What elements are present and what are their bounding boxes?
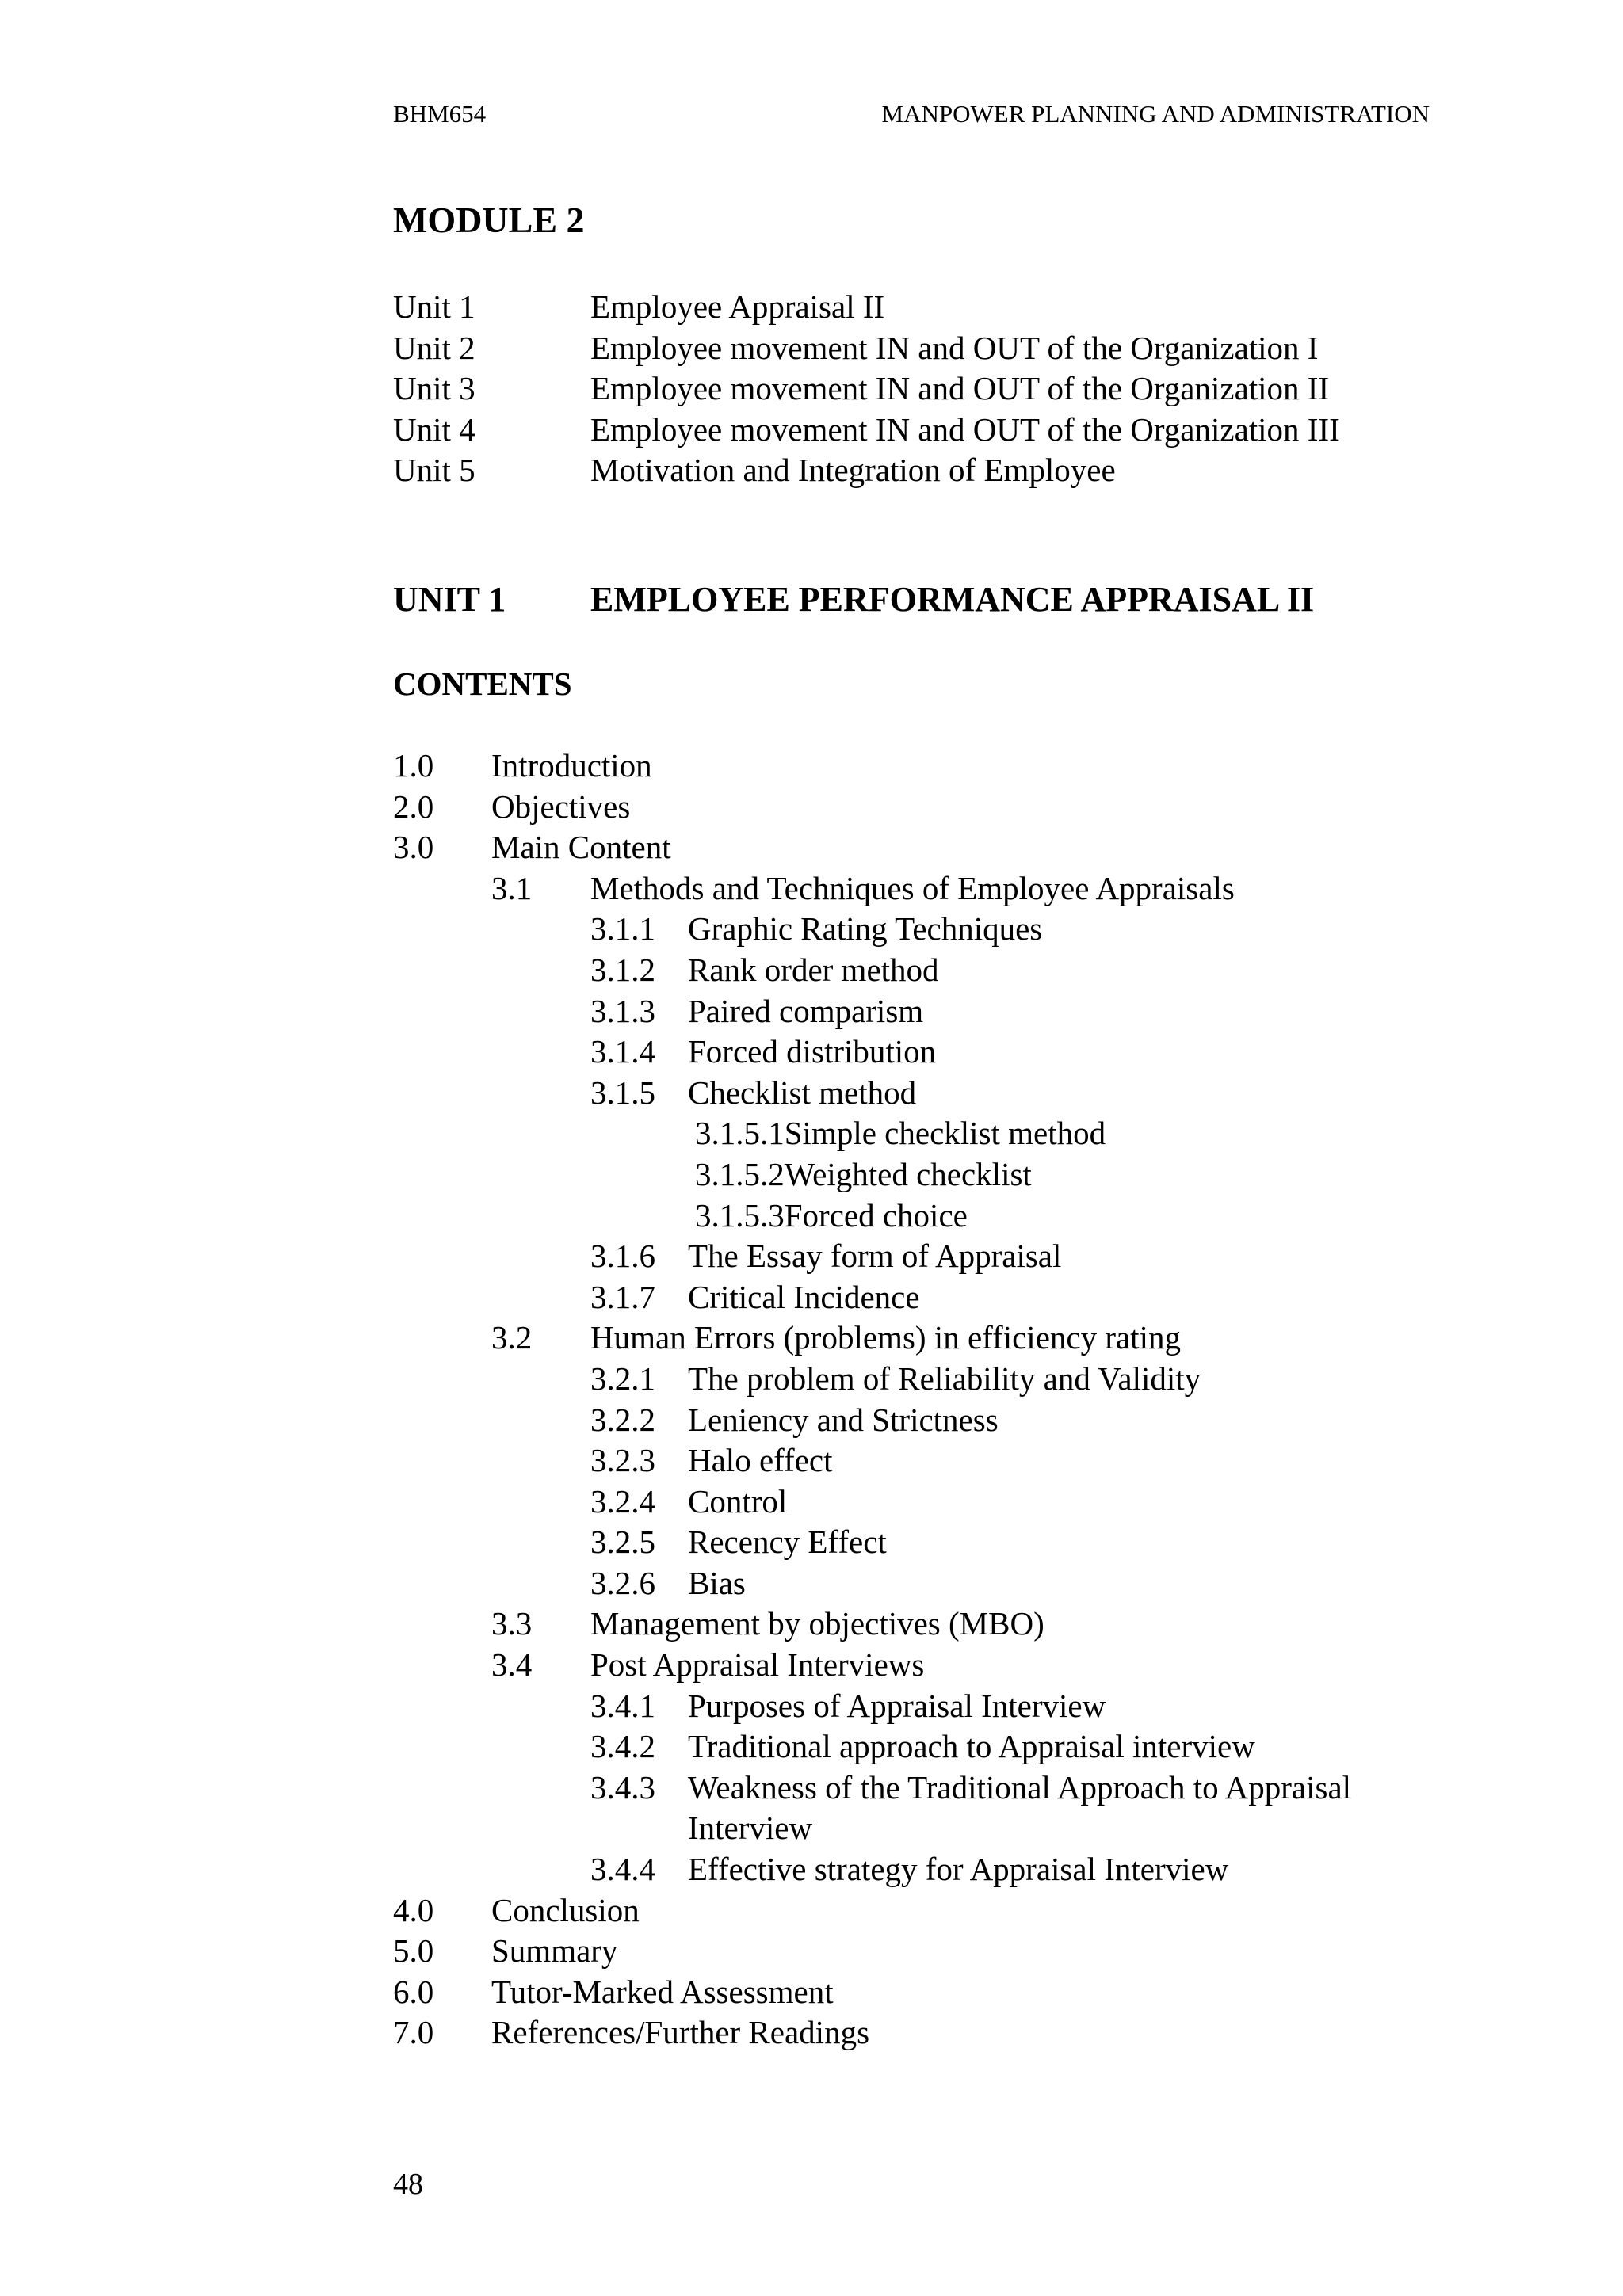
toc-item-number: 1.0 xyxy=(393,747,434,784)
toc-item-title: Recency Effect xyxy=(688,1524,887,1561)
toc-item-number: 3.2.5 xyxy=(590,1524,655,1561)
toc-item-title: Critical Incidence xyxy=(688,1278,920,1315)
toc-item xyxy=(393,1318,1439,1359)
toc-item-number: 3.1.5 xyxy=(590,1074,655,1111)
toc-item-number: 3.2.6 xyxy=(590,1564,655,1601)
toc-item-title: The problem of Reliability and Validity xyxy=(688,1360,1201,1397)
toc-item xyxy=(393,1645,1439,1686)
unit-title: Employee movement IN and OUT of the Organization III xyxy=(590,410,1340,448)
unit-title: Motivation and Integration of Employee xyxy=(590,452,1116,488)
toc-item xyxy=(393,1482,1439,1523)
toc-item xyxy=(393,1522,1439,1563)
toc-item-title: Human Errors (problems) in efficiency rating xyxy=(590,1319,1181,1356)
toc-item xyxy=(393,1972,1439,2013)
toc-item xyxy=(393,991,1439,1032)
toc-item-title: Forced choice xyxy=(784,1196,968,1234)
toc-item xyxy=(393,2012,1439,2054)
unit-label: Unit 2 xyxy=(393,329,475,366)
toc-item-number: 3.4.2 xyxy=(590,1728,655,1765)
module-unit-row xyxy=(393,328,1340,369)
toc-item xyxy=(393,1604,1439,1645)
toc-item-title: Main Content xyxy=(491,829,671,866)
module-unit-row xyxy=(393,287,1340,328)
toc-item xyxy=(393,787,1439,828)
toc-item xyxy=(393,1849,1439,1890)
table-of-contents xyxy=(393,746,1439,2054)
toc-item-number: 3.1.1 xyxy=(590,910,655,948)
toc-item-number: 3.1.7 xyxy=(590,1278,655,1315)
toc-item-title: Weighted checklist xyxy=(784,1155,1032,1192)
module-unit-row xyxy=(393,450,1340,491)
toc-item-number: 3.2.2 xyxy=(590,1401,655,1438)
toc-item-title: Effective strategy for Appraisal Interview xyxy=(688,1851,1229,1888)
toc-item-title: Tutor-Marked Assessment xyxy=(491,1973,834,2010)
unit-heading xyxy=(393,578,1314,621)
toc-item-number: 3.1.5.2 xyxy=(695,1155,785,1192)
unit-label: Unit 5 xyxy=(393,452,475,488)
unit-label: Unit 1 xyxy=(393,288,475,325)
toc-item xyxy=(393,868,1439,910)
toc-item-title: Objectives xyxy=(491,788,631,825)
toc-item xyxy=(393,1359,1439,1400)
toc-item-number: 3.2.4 xyxy=(590,1482,655,1520)
toc-item xyxy=(393,909,1439,950)
module-unit-list xyxy=(393,287,1340,491)
toc-item xyxy=(393,1686,1439,1727)
module-unit-row xyxy=(393,410,1340,451)
toc-item-number: 5.0 xyxy=(393,1932,434,1970)
toc-item-title: Post Appraisal Interviews xyxy=(590,1646,925,1684)
toc-item-number: 3.1 xyxy=(491,869,533,906)
toc-item-title: Summary xyxy=(491,1932,618,1970)
toc-item xyxy=(393,1890,1439,1932)
toc-item-title: Bias xyxy=(688,1564,746,1601)
running-header-course-code: BHM654 xyxy=(393,100,487,128)
unit-title: Employee Appraisal II xyxy=(590,288,885,325)
running-header-course-title: MANPOWER PLANNING AND ADMINISTRATION xyxy=(881,100,1430,128)
toc-item xyxy=(393,1032,1439,1073)
toc-item-title: Leniency and Strictness xyxy=(688,1401,999,1438)
toc-item-number: 3.1.5.1 xyxy=(695,1115,785,1152)
toc-item-number: 2.0 xyxy=(393,788,434,825)
toc-item-number: 3.4 xyxy=(491,1646,533,1684)
toc-item-title: Control xyxy=(688,1482,788,1520)
toc-item-title: Methods and Techniques of Employee Appraisals xyxy=(590,869,1235,906)
toc-item-number: 3.1.4 xyxy=(590,1033,655,1070)
toc-item-title: Graphic Rating Techniques xyxy=(688,910,1043,948)
toc-item xyxy=(393,1154,1439,1196)
toc-item-number: 3.1.5.3 xyxy=(695,1196,785,1234)
module-title: MODULE 2 xyxy=(393,200,585,240)
toc-item-number: 3.4.1 xyxy=(590,1687,655,1724)
unit-heading-title: EMPLOYEE PERFORMANCE APPRAISAL II xyxy=(590,580,1315,619)
toc-item xyxy=(393,827,1439,868)
toc-item-title: The Essay form of Appraisal xyxy=(688,1238,1062,1275)
page-number: 48 xyxy=(393,2168,423,2201)
toc-item-title: References/Further Readings xyxy=(491,2014,870,2051)
toc-item-number: 3.4.4 xyxy=(590,1851,655,1888)
toc-item xyxy=(393,1563,1439,1604)
toc-item-title: Halo effect xyxy=(688,1442,833,1479)
toc-item-title: Paired comparism xyxy=(688,992,924,1029)
toc-item-number: 3.2.1 xyxy=(590,1360,655,1397)
toc-item-title: Purposes of Appraisal Interview xyxy=(688,1687,1106,1724)
toc-item-number: 3.1.2 xyxy=(590,951,655,988)
toc-item-title: Checklist method xyxy=(688,1074,917,1111)
toc-item xyxy=(393,1236,1439,1277)
unit-label: Unit 3 xyxy=(393,370,475,406)
toc-item-title: Traditional approach to Appraisal interview xyxy=(688,1728,1255,1765)
unit-label: Unit 4 xyxy=(393,410,475,448)
toc-item-title: Forced distribution xyxy=(688,1033,937,1070)
toc-item-number: 3.3 xyxy=(491,1605,533,1642)
toc-item-number: 3.1.6 xyxy=(590,1238,655,1275)
unit-title: Employee movement IN and OUT of the Organization II xyxy=(590,370,1330,406)
toc-item-title: Simple checklist method xyxy=(784,1115,1106,1152)
toc-item-number: 7.0 xyxy=(393,2014,434,2051)
toc-item-number: 3.1.3 xyxy=(590,992,655,1029)
module-unit-row xyxy=(393,368,1340,410)
toc-item-number: 3.2 xyxy=(491,1319,533,1356)
toc-item xyxy=(393,1196,1439,1237)
toc-item-title: Rank order method xyxy=(688,951,939,988)
toc-item-title: Conclusion xyxy=(491,1891,640,1928)
toc-item-number: 3.0 xyxy=(393,829,434,866)
toc-item-number: 4.0 xyxy=(393,1891,434,1928)
toc-item-number: 3.4.3 xyxy=(590,1768,655,1806)
unit-heading-number: UNIT 1 xyxy=(393,580,506,619)
toc-item xyxy=(393,746,1439,787)
contents-heading: CONTENTS xyxy=(393,666,572,702)
toc-item xyxy=(393,1931,1439,1972)
toc-item xyxy=(393,1440,1439,1482)
toc-item-number: 3.2.3 xyxy=(590,1442,655,1479)
toc-item xyxy=(393,1277,1439,1318)
toc-item xyxy=(393,1400,1439,1441)
toc-item-number: 6.0 xyxy=(393,1973,434,2010)
unit-title: Employee movement IN and OUT of the Organization I xyxy=(590,329,1319,366)
toc-item-title: Management by objectives (MBO) xyxy=(590,1605,1044,1642)
toc-item xyxy=(393,1726,1439,1768)
toc-item xyxy=(393,1073,1439,1114)
toc-item xyxy=(393,950,1439,991)
toc-item-title: Weakness of the Traditional Approach to Appraisal Interview xyxy=(688,1768,1352,1847)
toc-item xyxy=(393,1768,1439,1849)
toc-item-title: Introduction xyxy=(491,747,652,784)
toc-item xyxy=(393,1113,1439,1154)
